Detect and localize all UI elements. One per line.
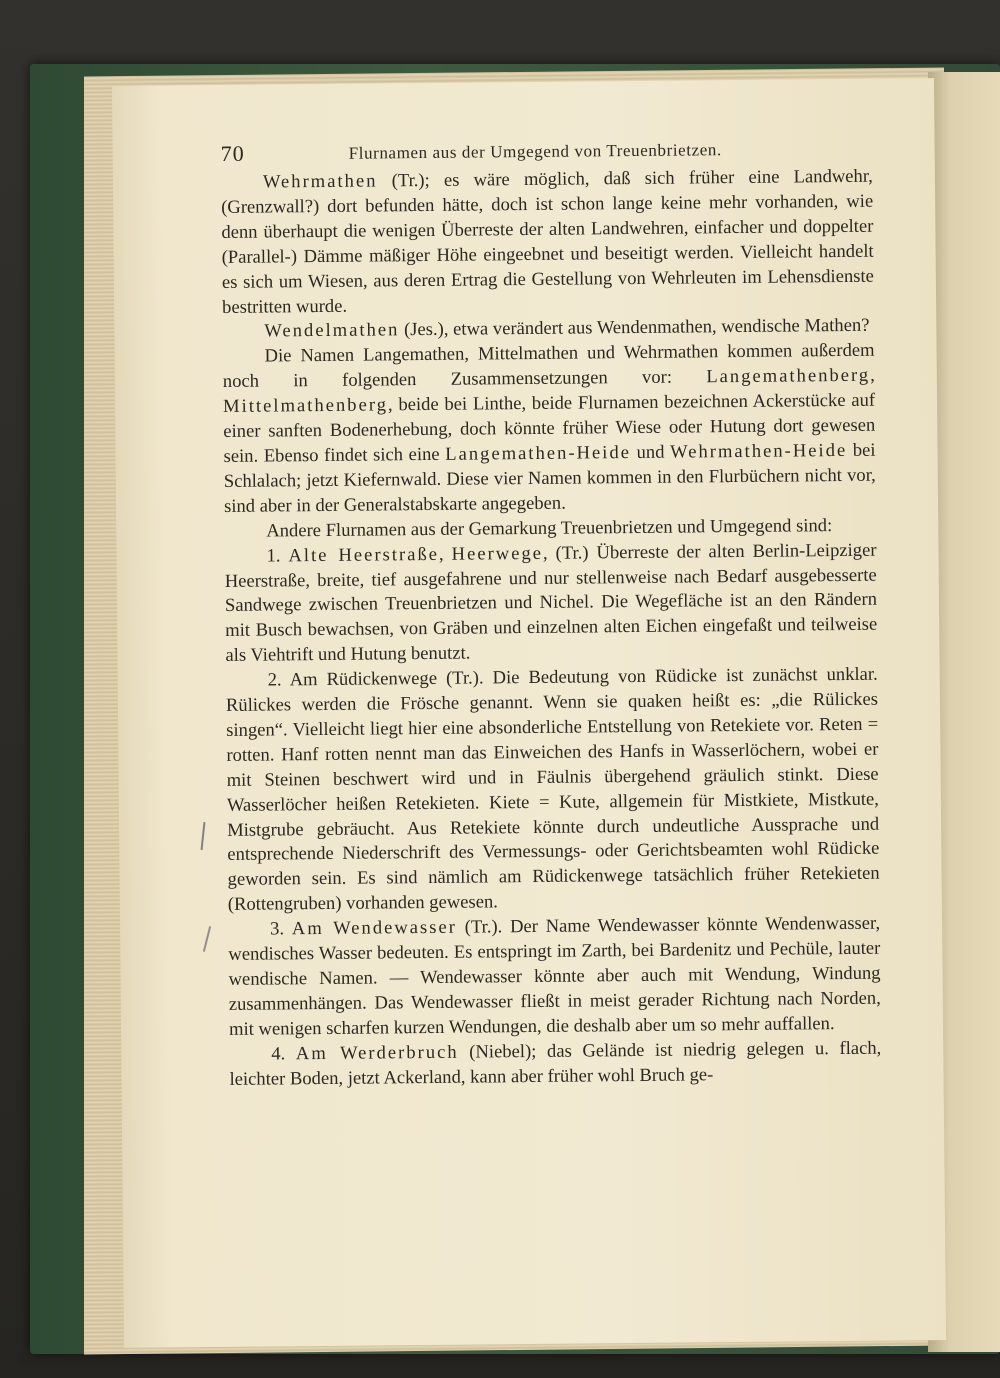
- spaced-term: Am Wendewasser: [291, 916, 458, 940]
- text-run: ,: [438, 543, 452, 565]
- spaced-term: Am Werderbruch: [295, 1041, 459, 1064]
- book-page: [112, 78, 946, 1348]
- text-run: bei Schlalach; jetzt Kiefernwald. Diese vier Namen kommen in den Flurbüchern nicht vor, sind aber in der Generalstabskarte angegeben.: [223, 439, 876, 517]
- spaced-term: Wehrmathen: [262, 170, 378, 193]
- text-run: (Jes.), etwa verändert aus Wendenmathen, wendische Mathen?: [399, 315, 870, 341]
- item-number: 4.: [271, 1042, 296, 1065]
- page-number: 70: [220, 140, 245, 166]
- list-item: [224, 538, 877, 669]
- list-item: 2. Am Rüdickenwege (Tr.). Die Bedeutung von Rüdicke ist zunächst unklar. Rülickes werden die Frösche genannt. Wenn sie quaken heißt es: „die Rülickes singen“. Vielleicht liegt hier eine absonderliche Entstellung von Retekiete vor. Reten = rotten. Hanf rotten nennt man das Einweichen des Hanfs in Wasserlöchern, wobei er mit Steinen beschwert wird und in Fäulnis übergehend gräulich stinkt. Diese Wasserlöcher heißen Retekieten. Kiete = Kute, allgemein für Mistkiete, Mistkute, Mistgrube gebräucht. Aus Retekiete könnte durch undeutliche Aussprache und entsprechende Niederschrift des Vermessungs- oder Gerichtsbeamten wohl Rüdicke geworden sein. Es sind nämlich am Rüdickenwege tatsächlich früher Retekieten (Rottengruben) vorhanden gewesen.: [225, 663, 880, 916]
- item-number: 1.: [266, 544, 289, 567]
- spaced-term: Langemathenberg: [706, 364, 871, 388]
- paragraph: [222, 339, 876, 520]
- paragraph: [221, 165, 874, 321]
- spaced-term: Heerwege: [451, 542, 544, 565]
- text-run: , (Tr.) Überreste der alten Berlin-Leipziger Heerstraße, breite, tief ausgefahrene und nur stellenweise nach Bedarf ausgebesserte Sandwege zwischen Treuenbrietzen und Nichel. Die Wegefläche ist an den Rändern mit Busch bewachsen, von Gräben und einzelnen alten Eichen eingefaßt und teilweise als Viehtrift und Hutung benutzt.: [224, 539, 878, 667]
- running-title: Flurnamen aus der Umgegend von Treuenbrietzen.: [348, 140, 722, 163]
- text-run: Die Namen Langemathen, Mittelmathen und Wehrmathen kommen außerdem noch in folgenden Zusammensetzungen vor:: [222, 340, 875, 393]
- paragraph: Andere Flurnamen aus der Gemarkung Treuenbrietzen und Umgegend sind:: [266, 514, 833, 542]
- list-item: [229, 1036, 881, 1092]
- spaced-term: Wehrmathen-Heide: [669, 439, 848, 463]
- text-run: , beide bei Linthe, beide Flurnamen bezeichnen Ackerstücke auf einer sanften Bodenerhebung, doch könnte früher Wiese oder Hutung dort gewesen sein. Ebenso findet sich eine: [223, 389, 876, 467]
- spaced-term: Mittelmathenberg: [222, 394, 389, 418]
- body-text: [221, 165, 882, 1093]
- text-run: ,: [870, 364, 875, 386]
- spaced-term: Wendelmathen: [264, 319, 400, 342]
- list-item: [228, 912, 881, 1043]
- text-run: und: [630, 441, 671, 464]
- text-run: (Tr.). Der Name Wendewasser könnte Wendenwasser, wendisches Wasser bedeuten. Es entspringt im Zarth, bei Bardenitz und Pechüle, lauter wendische Namen. — Wendewasser könnte aber auch mit Wendung, Windung zusammenhängen. Das Wendewasser fließt in meist gerader Richtung nach Norden, mit wenigen scharfen kurzen Wendungen, die deshalb aber um so mehr auffallen.: [228, 912, 881, 1040]
- item-number: 3.: [270, 918, 292, 940]
- text-run: (Niebel); das Gelände ist niedrig gelegen u. flach, leichter Boden, jetzt Ackerland, kann aber früher wohl Bruch ge-: [229, 1037, 882, 1090]
- text-run: (Tr.); es wäre möglich, daß sich früher eine Landwehr, (Grenzwall?) dort befunden hätte, doch ist schon lange keine mehr vorhanden, wie denn überhaupt die wenigen Überreste der alten Landwehren, einfacher und doppelter (Parallel-) Dämme mäßiger Höhe eingeebnet und beseitigt werden. Vielleicht handelt es sich um Wiesen, aus deren Ertrag die Gestellung von Wehrleuten im Lehensdienste bestritten wurde.: [221, 165, 874, 318]
- spaced-term: Langemathen-Heide: [445, 442, 632, 465]
- spaced-term: Alte Heerstraße: [288, 543, 440, 566]
